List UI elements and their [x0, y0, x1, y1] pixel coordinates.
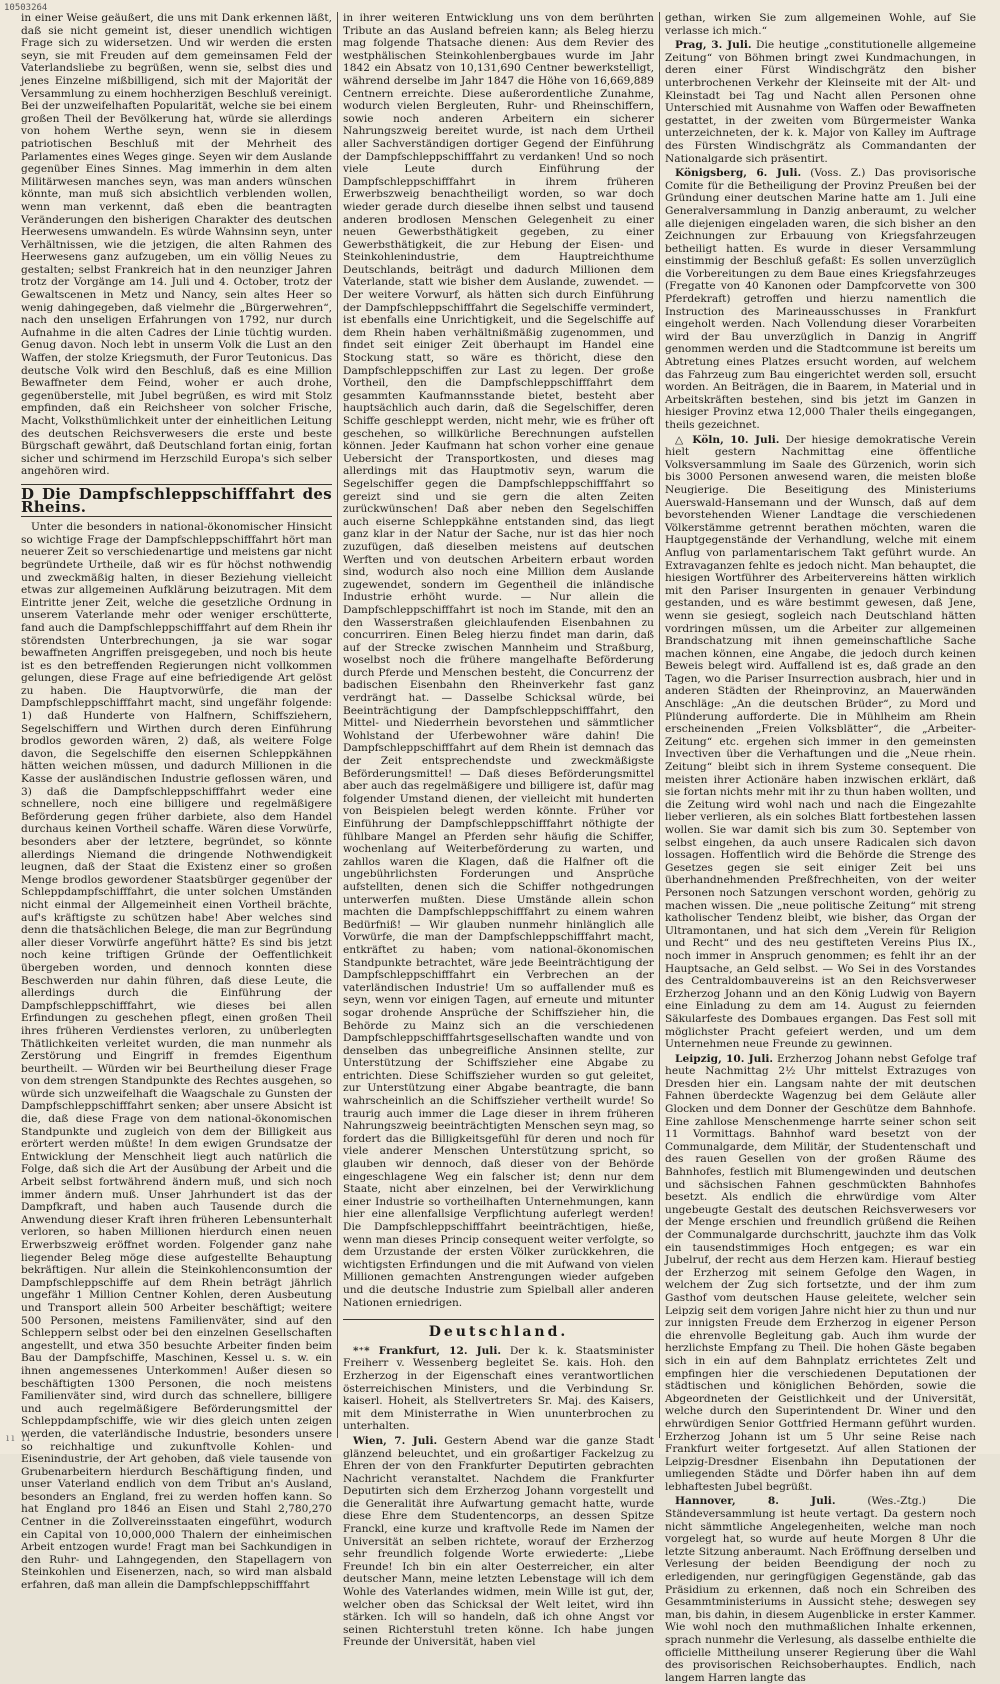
dispatch-wien-continuation: gethan, wirken Sie zum allgemeinen Wohle, auf Sie verlasse ich mich.“: [665, 12, 976, 37]
dispatch-koenigsberg-text: (Voss. Z.) Das provisorische Comite für die Betheiligung der Provinz Preußen bei der Gründung einer deutschen Marine hatte am 1. Juli eine Generalversammlung in Danzig anberaumt, zu welcher alle diejenigen eingeladen waren, die sich bisher an den Zeichnungen zur Erbauung von Kriegsfahrzeugen betheiligt hatten. Es wurde in dieser Versammlung einstimmig der Beschluß gefaßt: Es sollen unverzüglich die Vorbereitungen zu dem Baue eines Kriegsfahrzeuges (Fregatte von 40 Kanonen oder Dampfcorvette von 300 Pferdekraft) getroffen und hierzu namentlich die Instruction des Marineausschusses in Frankfurt eingeholt werden. Nach Vollendung dieser Vorarbeiten wird der Bau unverzüglich in Danzig in Angriff genommen werden und die Stadtcommune ist bereits um Abtretung eines Platzes ersucht worden, auf welchem das Fahrzeug zum Bau eingerichtet werden soll, ersucht worden. An Beiträgen, die in Baarem, in Material und in Arbeitskräften bestehen, sind bis jetzt im Ganzen in hiesiger Provinz etwa 12,000 Thaler theils eingegangen, theils gezeichnet.: [665, 167, 977, 431]
dispatch-wien-text: Gestern Abend war die ganze Stadt glänzend beleuchtet, und ein großartiger Fackelzug zu Ehren der von den Frankfurter Deputirten gebrachten Nachricht veranstaltet. Nachdem die Frankfurter Deputirten sich dem Erzherzog Johann vorgestellt und die Generalität ihre Aufwartung gemacht hatte, wurde diese Ehre dem Studentencorps, an dessen Spitze Franckl, eine kurze und kraftvolle Rede im Namen der Universität an selben richtete, worauf der Erzherzog sehr freundlich folgende Worte erwiederte: „Liebe Freunde! Ich bin ein alter Oesterreicher, ein alter deutscher Mann, meine letzten Lebenstage will ich dem Wohle des Vaterlandes widmen, mein Wille ist gut, der, welcher oben das Schicksal der Welt leitet, wird ihn stärken. Ich will so handeln, daß ich ohne Angst vor seinen Richterstuhl treten könne. Ich habe jungen Freunde der Universität, haben viel: [343, 1434, 654, 1649]
dispatch-leipzig: [665, 1053, 976, 1494]
dispatch-frankfurt: [343, 1345, 654, 1433]
dispatch-leipzig-dateline: Leipzig, 10. Juli.: [675, 1052, 774, 1065]
article-body: Unter die besonders in national-ökonomischer Hinsicht so wichtige Frage der Dampfschleppschifffahrt hört man neuerer Zeit so verschiedenartige und meistens gar nicht begründete Urtheile, daß wir es für höchst nothwendig und zweckmäßig halten, in dieser Beziehung vielleicht etwas zur allgemeinen Aufklärung beizutragen. Mit dem Eintritte jener Zeit, welche die gesetzliche Ordnung in unserem Vaterlande mehr oder weniger erschütterte, fand auch die Dampfschleppschifffahrt auf dem Rhein ihr störendsten Unterbrechungen, ja sie war sogar bewaffneten Angriffen preisgegeben, und noch bis heute ist es den betreffenden Regierungen nicht vollkommen gelungen, diese Frage auf eine befriedigende Art gelöst zu haben. Die Hauptvorwürfe, die man der Dampfschleppschifffahrt macht, sind ungefähr folgende: 1) daß Hunderte von Halfnern, Schiffsziehern, Segelschiffern und Wirthen durch deren Einführung brodlos geworden wären, 2) daß, als weitere Folge davon, die Segelschiffe den eisernen Schleppkähnen hätten weichen müssen, und dadurch Millionen in die Kasse der ausländischen Industrie geflossen wären, und 3) daß die Dampfschleppschifffahrt weder eine schnellere, noch eine billigere und regelmäßigere Beförderung gegen früher darbiete, also dem Handel durchaus keinen Vortheil schaffe. Wären diese Vorwürfe, besonders aber der letztere, begründet, so könnte allerdings Niemand die dringende Nothwendigkeit leugnen, daß der Staat die Existenz einer so großen Menge brodlos gewordener Staatsbürger gegenüber der Schleppdampfschifffahrt, die unter solchen Umständen nicht einmal der Allgemeinheit einen Vortheil brächte, auf's kräftigste zu schützen habe! Aber welches sind denn die thatsächlichen Belege, die man zur Begründung aller dieser Vorwürfe angeführt hätte? Es sind bis jetzt noch keine triftigen Gründe der Oeffentlichkeit übergeben worden, und dennoch konnten diese Beschwerden nur dahin führen, daß diese Leute, die allerdings durch die Einführung der Dampfschleppschifffahrt, wie dieses bei allen Erfindungen zu geschehen pflegt, einen großen Theil ihres früheren Verdienstes verloren, zu unüberlegten Thätlichkeiten verleitet wurden, die man nunmehr als Zerstörung und Eingriff in fremdes Eigenthum beurtheilt. — Würden wir bei Beurtheilung dieser Frage von dem strengen Standpunkte des Rechtes ausgehen, so würde sich unzweifelhaft die Waagschale zu Gunsten der Dampfschleppschifffahrt senken; aber unsere Absicht ist die, daß diese Frage von dem national-ökonomischen Standpunkte und zugleich von dem der Billigkeit aus erörtert werden müßte! In dem ewigen Grundsatze der Entwicklung der Menschheit liegt auch natürlich die Folge, daß sich die Art der Ausübung der Arbeit und die Arbeit selbst fortwährend ändern muß, und sich noch immer ändern muß. Unser Jahrhundert ist das der Dampfkraft, und haben auch Tausende durch die Anwendung dieser Kraft ihren früheren Lebensunterhalt verloren, so haben Millionen hierdurch einen neuen Erwerbszweig eröffnet worden. Folgender ganz nahe liegender Beleg möge diese aufgestellte Behauptung bekräftigen. Nur allein die Steinkohlenconsumtion der Dampfschleppschiffe auf dem Rhein beträgt jährlich ungefähr 1 Million Centner Kohlen, deren Ausbeutung und Transport allein 500 Arbeiter beschäftigt; weitere 500 Personen, meistens Familienväter, sind auf den Schleppern selbst oder bei den einzelnen Gesellschaften angestellt, und etwa 350 besuchte Arbeiter finden beim Bau der Dampfschiffe, Maschinen, Kessel u. s. w. ein ihnen angemessenes Unterkommen! Außer diesen so beschäftigten 1300 Personen, die noch meistens Familienväter sind, wird durch das schnellere, billigere und auch regelmäßigere Beförderungsmittel der Schleppdampfschiffe, wie wir dies gleich unten zeigen werden, die vaterländische Industrie, besonders unsere so reichhaltige und zukunftvolle Kohlen- und Eisenindustrie, der Art gehoben, daß viele tausende von Grubenarbeitern hierdurch Beschäftigung finden, und unser Vaterland endlich von dem Tribut an's Ausland, besonders an England, frei zu werden hoffen kann. So hat England pro 1846 an Eisen und Stahl 2,780,270 Centner in die Zollvereinsstaaten eingeführt, wodurch ein Capital von 10,000,000 Thalern der einheimischen Arbeit entzogen wurde! Fragt man bei Sachkundigen in den Ruhr- und Lahngegenden, den Stapellagern von Steinkohlen und Eisenerzen, nach, so wird man alsbald erfahren, daß man allein die Dampfschleppschifffahrt: [21, 521, 332, 1592]
dispatch-prag-dateline: Prag, 3. Juli.: [675, 39, 752, 52]
dispatch-hannover-dateline: Hannover, 8. Juli.: [675, 1495, 836, 1508]
dispatch-wien: [343, 1435, 654, 1649]
section-title: Deutschland.: [343, 1319, 654, 1339]
article-title: D Die Dampfschleppschifffahrt des Rheins.: [21, 484, 332, 516]
dispatch-frankfurt-dateline: *⁺* Frankfurt, 12. Juli.: [353, 1344, 502, 1357]
article-continuation: in ihrer weiteren Entwicklung uns von dem berührten Tribute an das Ausland befreien kann; als Beleg hierzu mag folgende Thatsache dienen: Aus dem Revier des westphälischen Steinkohlenbergbaues wurde im Jahr 1842 ein Absatz von 10,131,690 Centner bewerkstelligt, während derselbe im Jahr 1847 die Höhe von 16,669,889 Centnern erreichte. Diese außerordentliche Zunahme, wodurch vielen Bergleuten, Ruhr- und Rheinschiffern, sowie noch anderen Arbeitern ein sicherer Nahrungszweig bereitet wurde, ist nach dem Urtheil aller Sachverständigen dortiger Gegend der Einführung der Dampfschleppschifffahrt zu verdanken! Und so noch viele Leute durch Einführung der Dampfschleppschifffahrt in ihrem früheren Erwerbszweig benachtheiligt worden, so war doch wieder gerade durch dieselbe ihnen selbst und tausend anderen brodlosen Menschen Gelegenheit zu einer neuen Gewerbsthätigkeit gegeben, zu einer Gewerbsthätigkeit, die zur Hebung der Eisen- und Steinkohlenindustrie, dem Hauptreichthume Deutschlands, beiträgt und dadurch Millionen dem Vaterlande, statt wie bisher dem Auslande, zuwendet. — Der weitere Vorwurf, als hätten sich durch Einführung der Dampfschleppschifffahrt die Segelschiffe vermindert, ist ebenfalls eine Unrichtigkeit, und die Segelschiffe auf dem Rhein haben verhältnißmäßig zugenommen, und findet seit einiger Zeit überhaupt im Handel eine Stockung statt, so wäre es thöricht, diese den Dampfschleppschiffen zur Last zu legen. Der große Vortheil, den die Dampfschleppschifffahrt dem gesammten Kaufmannsstande bietet, besteht aber hauptsächlich auch darin, daß die Segelschiffer, deren Schiffe geschleppt werden, nicht mehr, wie es früher oft geschehen, so willkürliche Berechnungen aufstellen können. Jeder Kaufmann hat schon vorher eine genaue Uebersicht der Transportkosten, und dieses mag allerdings mit das Hauptmotiv seyn, warum die Segelschiffer gegen die Dampfschleppschifffahrt so gereizt sind und sie gern die alten Zeiten zurückwünschen! Daß aber neben den Segelschiffen auch eiserne Schleppkähne entstanden sind, das liegt ganz klar in der Natur der Sache, nur ist das hier noch zuzufügen, daß dieselben meistens auf deutschen Werften und von deutschen Arbeitern erbaut worden sind, wodurch also noch eine Million dem Auslande zugewendet, sondern im Gegentheil die inländische Industrie erhöht wurde. — Nur allein die Dampfschleppschifffahrt ist noch im Stande, mit den an den Wasserstraßen gleichlaufenden Eisenbahnen zu concurriren. Einen Beleg hierzu findet man darin, daß auf der Strecke zwischen Mannheim und Straßburg, woselbst noch die frühere mangelhafte Beförderung durch Pferde und Menschen besteht, die Concurrenz der badischen Eisenbahn den Rheinverkehr fast ganz verdrängt hat. — Dasselbe Schicksal würde, bei Beeinträchtigung der Dampfschleppschifffahrt, den Mittel- und Niederrhein bevorstehen und sämmtlicher Wohlstand der Uferbewohner wäre dahin! Die Dampfschleppschifffahrt auf dem Rhein ist demnach das der Zeit entsprechendste und zweckmäßigste Beförderungsmittel! — Daß dieses Beförderungsmittel aber auch das regelmäßigere und billigere ist, dafür mag folgender Umstand dienen, der vielleicht mit hunderten von Beispielen belegt werden könnte. Früher vor Einführung der Dampfschleppschifffahrt nöthigte der fühlbare Mangel an Pferden sehr häufig die Schiffer, wochenlang auf Weiterbeförderung zu warten, und zahllos waren die Klagen, daß die Halfner oft die ungebührlichsten Forderungen und Ansprüche aufstellten, denen sich die Schiffer nothgedrungen unterwerfen mußten. Diese Umstände allein schon machten die Dampfschleppschifffahrt zu einem wahren Bedürfniß! — Wir glauben nunmehr hinlänglich alle Vorwürfe, die man der Dampfschleppschifffahrt macht, entkräftet zu haben; vom national-ökonomischen Standpunkte betrachtet, wäre jede Beeinträchtigung der Dampfschleppschifffahrt ein Verbrechen an der vaterländischen Industrie! Um so auffallender muß es seyn, wenn vor einigen Tagen, auf erneute und mitunter sogar drohende Ansprüche der Schiffszieher hin, die Behörde zu Mainz sich an die verschiedenen Dampfschleppschifffahrtsgesellschaften wandte und von denselben das unbegreifliche Ansinnen stellte, zur Unterstützung der Schiffszieher eine Abgabe zu entrichten. Diese Schiffszieher wurden so gut geleitet, zur Unterstützung einer Abgabe beantragte, die bann wahrscheinlich an die Schiffszieher vertheilt wurde! So traurig auch immer die Lage dieser in ihrem früheren Nahrungszweig beeinträchtigten Menschen seyn mag, so fordert das die Billigkeitsgefühl für deren und noch für viele anderer Menschen Unterstützung spricht, so glauben wir dennoch, daß dieser von der Behörde eingeschlagene Weg ein falscher ist; denn nur dem Staate, nicht aber einzelnen, bei der Verwirklichung einer Industrie so vortheilhaften Unternehmungen, kann hier eine allenfallsige Verpflichtung auferlegt werden! Die Dampfschleppschifffahrt beeinträchtigen, hieße, wenn man dieses Princip consequent weiter verfolgte, so dem Urzustande der ersten Völker zurückkehren, die wichtigsten Erfindungen und die mit Aufwand von vielen Millionen gemachten Anstrengungen wieder aufgeben und die deutsche Industrie zum Spielball aller anderen Nationen erniedrigen.: [343, 12, 654, 1309]
dispatch-frankfurt-text: Der k. k. Staatsminister Freiherr v. Wessenberg begleitet Se. kais. Hoh. den Erzherzog in der Eigenschaft eines verantwortlichen österreichischen Ministers, und die Verbindung Sr. kaiserl. Hoheit, als Stellvertreters Sr. Maj. des Kaisers, mit dem Ministerrathe in Wien ununterbrochen zu unterhalten.: [343, 1344, 654, 1433]
column-1-intro: in einer Weise geäußert, die uns mit Dank erkennen läßt, daß sie nicht gemeint ist, dieser unendlich wichtigen Frage sich zu widersetzen. Und wir werden die ersten seyn, sie mit Freuden auf dem gemeinsamen Feld der Vaterlandsliebe zu begrüßen, wenn sie, selbst dies und jenes Einzelne mißbilligend, sich mit der Majorität der Versammlung zu einem hochherzigen Beschluß vereinigt. Bei der unzweifelhaften Popularität, welche sie bei einem großen Theil der Bevölkerung hat, würde sie allerdings von hohem Werthe seyn, wenn sie in diesem patriotischen Beschluß mit der Mehrheit des Parlamentes eines Weges ginge. Seyen wir dem Auslande gegenüber Eines Sinnes. Mag immerhin in dem alten Militärwesen manches seyn, was man anders wünschen könnte, man muß sich absichtlich verblenden wollen, wenn man verkennt, daß eben die beantragten Veränderungen den bisherigen Charakter des deutschen Heerwesens umwandeln. Es würde Wahnsinn seyn, unter Verhältnissen, wie die jetzigen, die alten Rahmen des Heerwesens ganz aufzugeben, um ein völlig Neues zu gestalten; selbst Frankreich hat in den neunziger Jahren trotz der Vorgänge am 14. Juli und 4. October, trotz der Gewaltscenen in Metz und Nancy, sein altes Heer so wenig dahingegeben, daß vielmehr die „Bürgerwehren“, nach den unseligen Erfahrungen von 1792, nur durch Aufnahme in die alten Cadres der Linie tüchtig wurden. Genug davon. Noch lebt in unserm Volk die Lust an den Waffen, der stolze Kriegsmuth, der Furor Teutonicus. Das deutsche Volk wird den Beschluß, daß es eine Million Bewaffneter dem Feind, woher er auch drohe, gegenüberstelle, mit Jubel begrüßen, es wird mit Stolz empfinden, daß ein Reichsheer von solcher Frische, Macht, Volksthümlichkeit unter der einheitlichen Leitung des deutschen Reichsverwesers die erste und beste Bürgschaft gewährt, daß Deutschland fortan einig, fortan sicher und schirmend im Herzschild Europa's sich selber angehören wird.: [21, 12, 332, 478]
column-2: [338, 12, 659, 1649]
margin-marks: ıı ıı: [6, 1433, 32, 1444]
dispatch-prag: [665, 39, 976, 165]
dispatch-hannover-text: (Wes.-Ztg.) Die Ständeversammlung ist heute vertagt. Da gestern noch nicht sämmtliche Angelegenheiten, welche man noch vorgelegt hat, so wurde auf heute Morgen 8 Uhr die letzte Sitzung anberaumt. Nach Eröffnung derselben und Verlesung der beiden Beendigung der noch zu erledigenden, nur geringfügigen Gegenstände, gab das Präsidium zu erkennen, daß noch ein Schreiben des Gesammtministeriums in Aussicht stehe; deswegen sey man, bis dahin, in diesem Augenblicke in erster Kammer. Wie wohl noch den muthmaßlichen Inhalte erkennen, sprach nunmehr die Verlesung, als dasselbe enthielte die officielle Mittheilung unserer Regierung über die Wahl des provisorischen Reichsoberhauptes. Endlich, nach langem Harren langte das: [665, 1495, 976, 1684]
dispatch-koeln-text: Der hiesige demokratische Verein hielt gestern Nachmittag eine öffentliche Volksversammlung im Saale des Gürzenich, worin sich bis 3000 Personen anwesend waren, die meisten bloße Neugierige. Die Beseitigung des Ministeriums Auerswald-Hansemann und der Wunsch, daß auf dem bevorstehenden Wiener Landtage die verschiedenen Völkerstämme getrennt berathen möchten, waren die Hauptgegenstände der Verhandlung, welche mit einem Anflug von parlamentarischem Takt geführt wurde. An Extravaganzen fehlte es jedoch nicht. Man behauptet, die hiesigen Wortführer des Arbeitervereins hätten wirklich mit den Pariser Insurgenten in genauer Verbindung gestanden, und es wäre bestimmt gewesen, daß Jene, wenn sie gesiegt, sogleich nach Deutschland hätten vordringen müssen, um die Arbeiter zur allgemeinen Brandschatzung mit ihnen gemeinschaftliche Sache machen können, eine Angabe, die jedoch durch keinen Beweis belegt wird. Auffallend ist es, daß grade an den Tagen, wo die Pariser Insurrection ausbrach, hier und in anderen Städten der Rheinprovinz, an Mauerwänden Anschläge: „An die deutschen Brüder“, zu Mord und Plünderung aufforderte. Die in Mühlheim am Rhein erscheinenden „Freien Volksblätter“, die „Arbeiter-Zeitung“ etc. ergehen sich immer in den gemeinsten Invectiven über die Verhaftungen und die „Neue rhein. Zeitung“ bleibt sich in ihrem Systeme consequent. Die meisten ihrer Actionäre haben inzwischen erklärt, daß sie fortan nichts mehr mit ihr zu thun haben wollten, und die Zeitung wird wohl nach und nach die Eingezahlte lieber verlieren, als ein solches Blatt fortbestehen lassen wollen. Sie war damit sich bis zum 30. September von selbst eingehen, da auch unsere Radicalen sich davon lossagen. Hoffentlich wird die Behörde die Strenge des Gesetzes gegen sie seit einiger Zeit bei uns überhandnehmenden Preßfrechheiten, von der weiter Personen noch Satzungen verschont worden, gehörig zu machen wissen. Die „neue politische Zeitung“ mit streng katholischer Tendenz bleibt, wie bisher, das Organ der Ultramontanen, und hat sich dem „Verein für Religion und Recht“ und des neu gestifteten Vereins Pius IX., noch immer in Anspruch genommen; es fehlt ihr an der Hauptsache, an Geld selbst. — Wo Sei in des Vorstandes des Centraldombauvereins ist an den Reichsverweser Erzherzog Johann und an den König Ludwig von Bayern eine Einladung zu dem am 14. August zu feiernden Säkularfeste des Dombaues ergangen. Das Fest soll mit möglichster Pracht gefeiert werden, und um dem Unternehmen neue Freunde zu gewinnen.: [665, 433, 976, 1051]
dispatch-koeln: [665, 434, 976, 1051]
column-3: [660, 12, 981, 1684]
dispatch-wien-dateline: Wien, 7. Juli.: [353, 1434, 438, 1447]
dispatch-prag-text: Die heutige „constitutionelle allgemeine Zeitung“ von Böhmen bringt zwei Kundmachungen, in deren einer Fürst Windischgrätz den bisher unterbrochenen Verkehr der Kleinseite mit der Alt- und Kleinstadt bei Tag und Nacht allen Personen ohne Unterschied mit Ausnahme von Waffen oder Bewaffneten gestattet, in der zweiten vom Bürgermeister Wanka unterzeichneten, der k. k. Major von Kalley im Auftrage des Fürsten Windischgrätz als Commandanten der Nationalgarde sich präsentirt.: [665, 39, 976, 165]
dispatch-koenigsberg-dateline: Königsberg, 6. Juli.: [675, 167, 802, 180]
dispatch-koenigsberg: [665, 167, 976, 431]
dispatch-leipzig-text: Erzherzog Johann nebst Gefolge traf heute Nachmittag 2½ Uhr mittelst Extrazuges von Dresden hier ein. Langsam nahte der mit deutschen Fahnen überdeckte Wagenzug bei dem Geläute aller Glocken und dem Donner der Geschütze dem Bahnhofe. Eine zahllose Menschenmenge harrte seiner schon seit 11 Vormittags. Bahnhof ward besetzt von der Communalgarde, dem Militär, der Studentenschaft und des rauen Gesellen von der großen Räume des Bahnhofes, festlich mit Blumengewinden und deutschen und sächsischen Fahnen geschmückten Bahnhofes besetzt. Als endlich die ehrwürdige vom Alter ungebeugte Gestalt des deutschen Reichsverwesers vor der Menge erschien und freundlich grüßend die Reihen der Communalgarde durchschritt, jauchzte ihm das Volk ein tausendstimmiges Hoch entgegen; es war ein Jubelruf, der recht aus dem Herzen kam. Hierauf bestieg der Erzherzog mit seinem Gefolge den Wagen, in welchem der Zug sich fortsetzte, und der ihm zum Gasthof vom deutschen Hause geleitete, welcher sein Leipzig seit dem vorigen Jahre nicht hier zu thun und nur zur innigsten Freude dem Erzherzog in eigener Person die ehrenvolle Begleitung gab. Auch ihm wurde der herzlichste Empfang zu Theil. Die hohen Gäste begaben sich in ein auf dem Bahnplatz errichtetes Zelt und empfingen hier die verschiedenen Deputationen der städtischen und königlichen Behörden, sowie die Abgeordneten der Geistlichkeit und der Universität, welche durch den Superintendent Dr. Winer und den ehrwürdigen Senior Gottfried Hermann geführt wurden. Erzherzog Johann ist um 5 Uhr seine Reise nach Frankfurt weiter fortgesetzt. Auf allen Stationen der Leipzig-Dresdner Eisenbahn ihn Deputationen der umliegenden Städte und Dörfer haben ihn auf dem lebhaftesten Jubel begrüßt.: [665, 1052, 977, 1493]
page-id: 10503264: [4, 3, 48, 13]
dispatch-koeln-dateline: △ Köln, 10. Juli.: [675, 433, 780, 446]
dispatch-hannover: [665, 1495, 976, 1684]
